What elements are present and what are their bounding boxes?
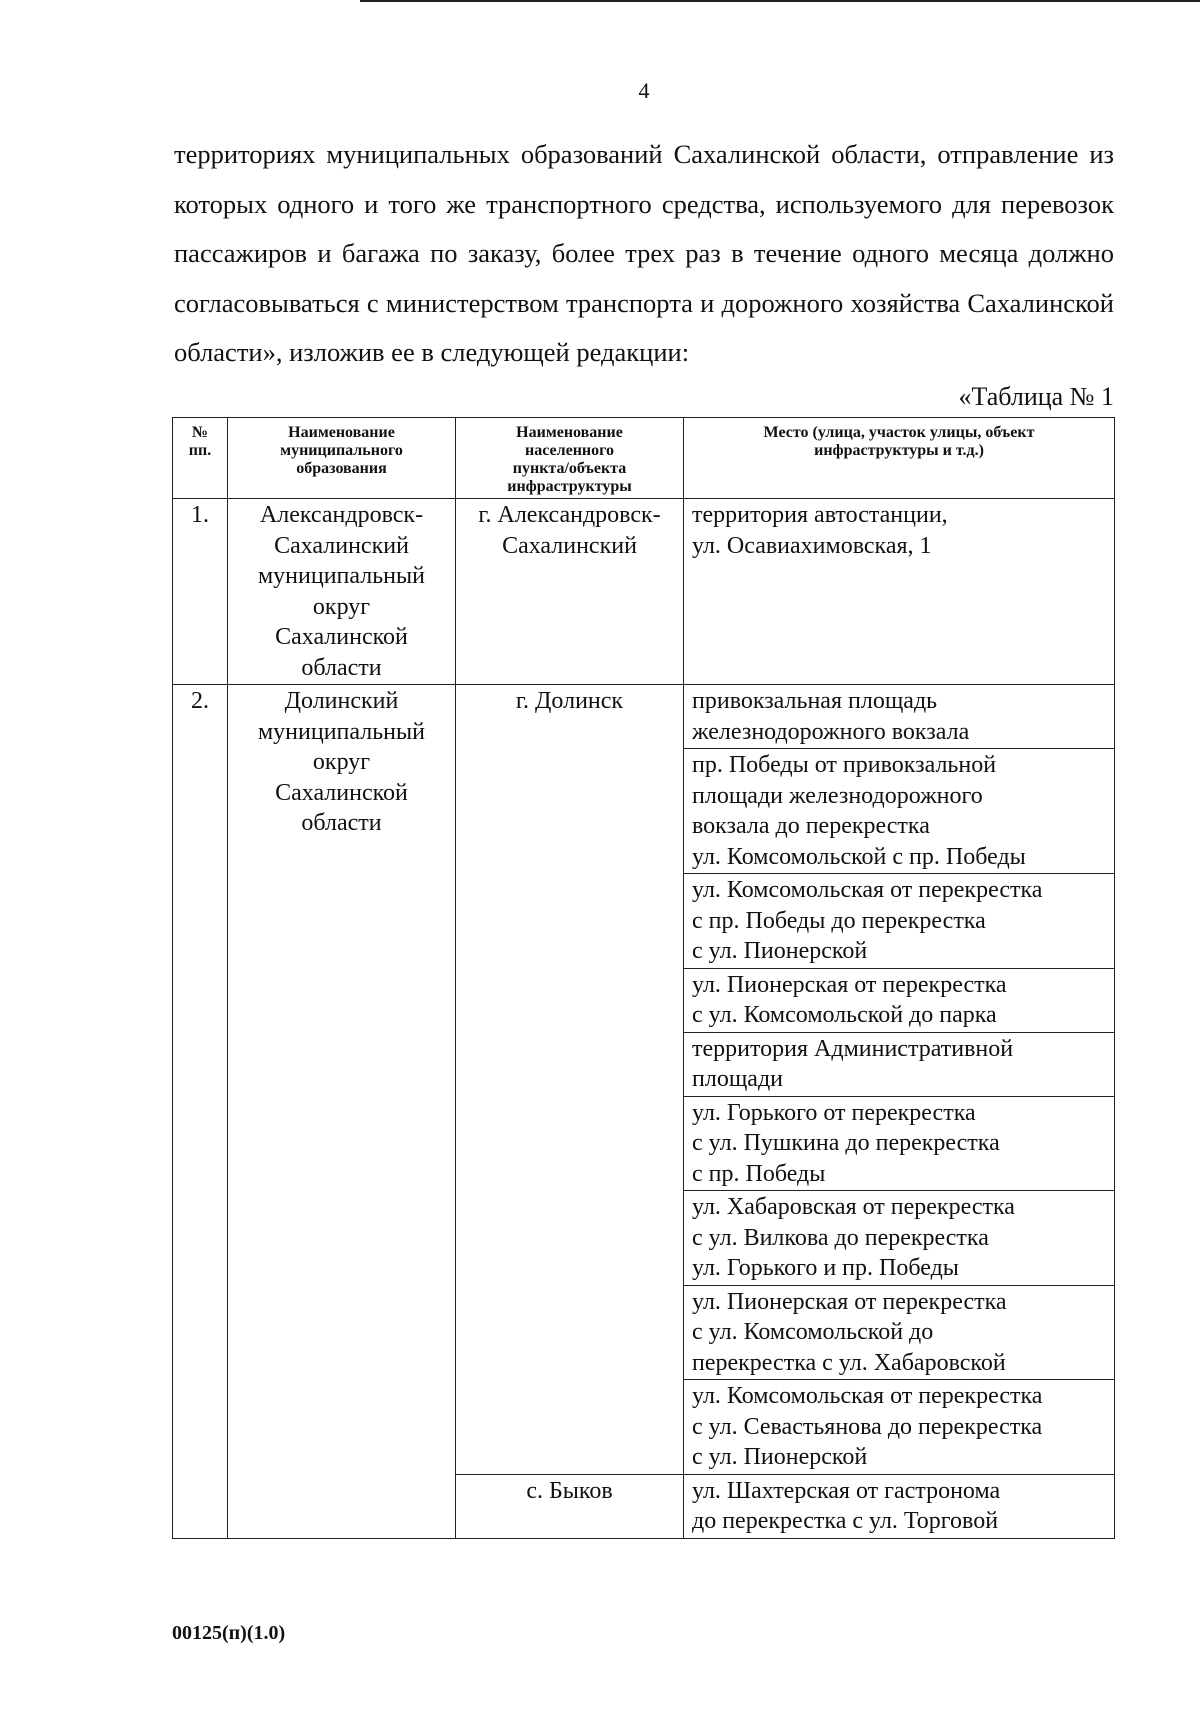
row-place: ул. Хабаровская от перекрестка с ул. Вилкова до перекрестка ул. Горького и пр. Победы (684, 1191, 1115, 1286)
document-code: 00125(п)(1.0) (172, 1622, 286, 1644)
top-border-line (360, 0, 1200, 2)
row-place: привокзальная площадь железнодорожного вокзала (684, 685, 1115, 749)
row-place: пр. Победы от привокзальной площади железнодорожного вокзала до перекрестка ул. Комсомольской с пр. Победы (684, 749, 1115, 874)
table-row (173, 499, 1115, 685)
row-place: ул. Горького от перекрестка с ул. Пушкина до перекрестка с пр. Победы (684, 1096, 1115, 1191)
row-municipality: Долинский муниципальный округ Сахалинской области (228, 685, 456, 1539)
row-settlement: г. Долинск (456, 685, 684, 1475)
row-place: ул. Пионерская от перекрестка с ул. Комсомольской до парка (684, 968, 1115, 1032)
row-place: территория автостанции, ул. Осавиахимовская, 1 (684, 499, 1115, 685)
row-municipality: Александровск- Сахалинский муниципальный округ Сахалинской области (228, 499, 456, 685)
row-settlement: с. Быков (456, 1474, 684, 1538)
row-place: ул. Комсомольская от перекрестка с ул. Севастьянова до перекрестка с ул. Пионерской (684, 1380, 1115, 1475)
row-settlement: г. Александровск- Сахалинский (456, 499, 684, 685)
row-place: ул. Комсомольская от перекрестка с пр. Победы до перекрестка с ул. Пионерской (684, 874, 1115, 969)
page-number: 4 (638, 78, 650, 103)
intro-paragraph (174, 130, 1114, 378)
table-caption: «Таблица № 1 (958, 382, 1114, 411)
places-table (172, 417, 1115, 1539)
header-num: № пп. (173, 418, 228, 499)
row-num: 1. (173, 499, 228, 685)
row-num: 2. (173, 685, 228, 1539)
header-place: Место (улица, участок улицы, объект инфраструктуры и т.д.) (684, 418, 1115, 499)
table-row (173, 685, 1115, 749)
header-settlement: Наименование населенного пункта/объекта инфраструктуры (456, 418, 684, 499)
intro-text: территориях муниципальных образований Сахалинской области, отправление из которых одного и того же транспортного средства, используемого для перевозок пассажиров и багажа по заказу, более трех раз в течение одного месяца должно согласовываться с министерством транспорта и дорожного хозяйства Сахалинской области», изложив ее в следующей редакции: (174, 139, 1114, 367)
table-header-row (173, 418, 1115, 499)
row-place: ул. Пионерская от перекрестка с ул. Комсомольской до перекрестка с ул. Хабаровской (684, 1285, 1115, 1380)
header-municipality: Наименование муниципального образования (228, 418, 456, 499)
row-place: территория Административной площади (684, 1032, 1115, 1096)
row-place: ул. Шахтерская от гастронома до перекрестка с ул. Торговой (684, 1474, 1115, 1538)
